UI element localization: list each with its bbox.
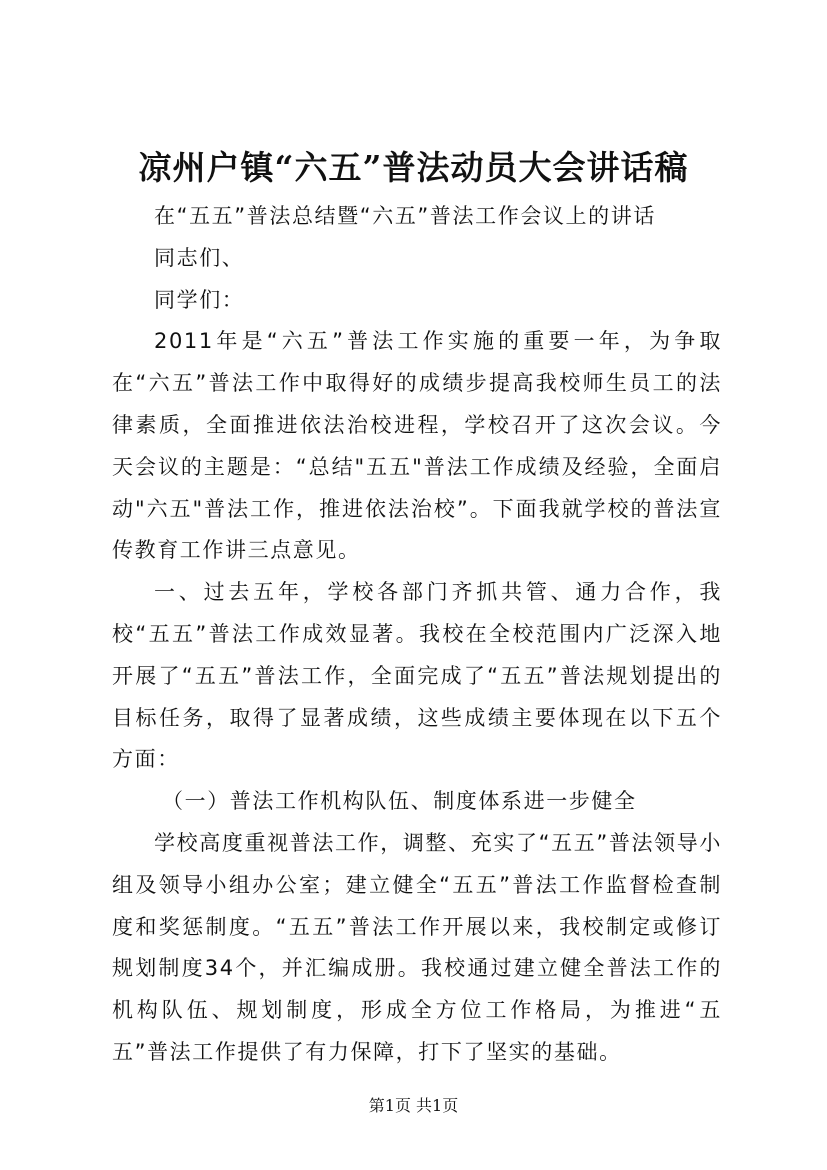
paragraph-section-one: 一、过去五年，学校各部门齐抓共管、通力合作，我校“五五”普法工作成效显著。我校在全校范围内广泛深入地开展了“五五”普法工作，全面完成了“五五”普法规划提出的目标任务，取得了显著成绩，这些成绩主要体现在以下五个方面： [112,580,722,772]
page-footer: 第1页 共1页 [368,1096,459,1115]
salutation-students: 同学们： [154,287,245,312]
paragraph-intro: 2011年是“六五”普法工作实施的重要一年，为争取在“六五”普法工作中取得好的成绩步提高我校师生员工的法律素质，全面推进依法治校进程，学校召开了这次会议。今天会议的主题是：“总结"五五"普法工作成绩及经验，全面启动"六五"普法工作，推进依法治校”。下面我就学校的普法宣传教育工作讲三点意见。 [112,329,722,563]
subtitle-line: 在“五五”普法总结暨“六五”普法工作会议上的讲话 [154,204,656,228]
paragraph-organization: 学校高度重视普法工作，调整、充实了“五五”普法领导小组及领导小组办公室；建立健全“五五”普法工作监督检查制度和奖惩制度。“五五”普法工作开展以来，我校制定或修订规划制度34个，并汇编成册。我校通过建立健全普法工作的机构队伍、规划制度，形成全方位工作格局，为推进“五五”普法工作提供了有力保障，打下了坚实的基础。 [112,830,722,1064]
document-body [112,196,722,1074]
document-title: 凉州户镇“六五”普法动员大会讲话稿 [138,148,689,187]
subsection-heading: （一）普法工作机构队伍、制度体系进一步健全 [162,789,637,814]
salutation-comrades: 同志们、 [154,245,245,270]
